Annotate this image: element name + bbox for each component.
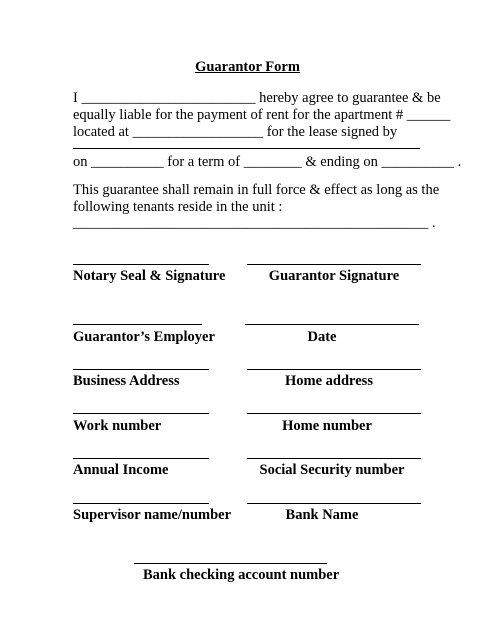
agreement-line-1: I ________________________ hereby agree to guarantee & be xyxy=(73,90,441,106)
form-title: Guarantor Form xyxy=(195,59,300,75)
notary-signature-line[interactable] xyxy=(73,264,209,265)
business-address-label: Business Address xyxy=(73,373,180,389)
annual-income-line[interactable] xyxy=(73,458,209,459)
supervisor-line[interactable] xyxy=(73,503,209,504)
bank-name-label: Bank Name xyxy=(285,507,359,523)
work-number-label: Work number xyxy=(73,418,162,434)
date-label: Date xyxy=(307,329,337,345)
home-address-label: Home address xyxy=(285,373,373,389)
home-address-line[interactable] xyxy=(247,369,421,370)
ssn-label: Social Security number xyxy=(259,462,405,478)
work-number-line[interactable] xyxy=(73,413,209,414)
employer-line[interactable] xyxy=(73,324,202,325)
bank-account-line[interactable] xyxy=(134,563,327,564)
lease-signer-line[interactable] xyxy=(73,148,420,149)
date-line[interactable] xyxy=(245,324,419,325)
agreement-line-2: equally liable for the payment of rent for the apartment # ______ xyxy=(73,107,451,123)
employer-label: Guarantor’s Employer xyxy=(73,329,215,345)
guarantee-line-2: following tenants reside in the unit : xyxy=(73,199,283,215)
agreement-line-4: on __________ for a term of ________ & ending on __________ . xyxy=(73,154,462,170)
home-number-line[interactable] xyxy=(247,413,421,414)
business-address-line[interactable] xyxy=(73,369,209,370)
ssn-line[interactable] xyxy=(247,458,421,459)
annual-income-label: Annual Income xyxy=(73,462,169,478)
agreement-line-3: located at __________________ for the lease signed by xyxy=(73,124,398,140)
notary-label: Notary Seal & Signature xyxy=(73,268,226,284)
bank-account-label: Bank checking account number xyxy=(143,567,340,583)
bank-name-line[interactable] xyxy=(247,503,421,504)
home-number-label: Home number xyxy=(282,418,372,434)
guarantor-signature-line[interactable] xyxy=(247,264,421,265)
supervisor-label: Supervisor name/number xyxy=(73,507,232,523)
tenant-names-line[interactable]: _________________________________________________ . xyxy=(73,215,436,231)
guarantee-line-1: This guarantee shall remain in full force & effect as long as the xyxy=(73,182,440,198)
guarantor-signature-label: Guarantor Signature xyxy=(268,268,400,284)
